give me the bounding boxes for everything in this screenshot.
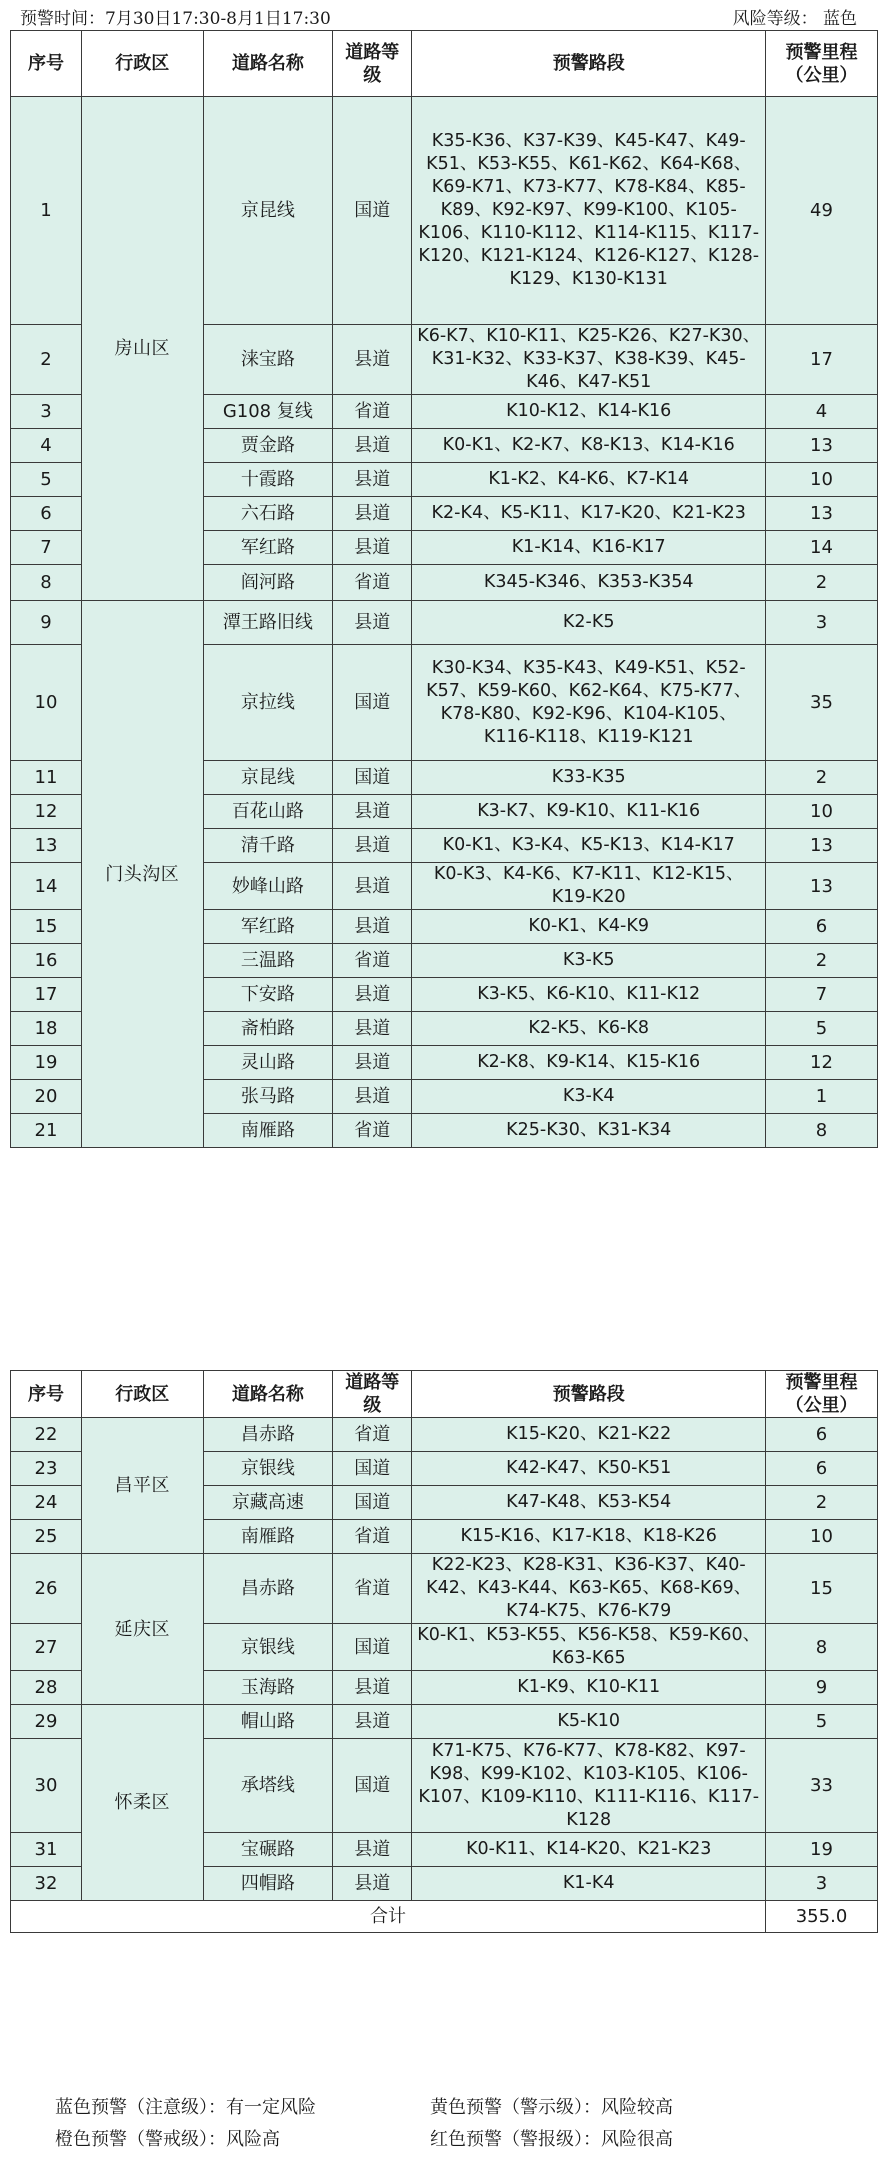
warning-segments: K0-K1、K53-K55、K56-K58、K59-K60、K63-K65 bbox=[412, 1624, 766, 1671]
header-segments: 预警路段 bbox=[412, 31, 766, 97]
warning-segments: K345-K346、K353-K354 bbox=[412, 565, 766, 601]
warning-segments: K0-K1、K4-K9 bbox=[412, 910, 766, 944]
row-number: 5 bbox=[11, 463, 82, 497]
warning-mileage: 6 bbox=[766, 1418, 878, 1452]
row-number: 18 bbox=[11, 1012, 82, 1046]
warning-segments: K2-K4、K5-K11、K17-K20、K21-K23 bbox=[412, 497, 766, 531]
row-number: 10 bbox=[11, 645, 82, 761]
row-number: 1 bbox=[11, 97, 82, 325]
road-grade: 县道 bbox=[333, 531, 412, 565]
warning-mileage: 3 bbox=[766, 601, 878, 645]
row-number: 32 bbox=[11, 1867, 82, 1901]
warning-mileage: 13 bbox=[766, 829, 878, 863]
road-name: 南雁路 bbox=[203, 1520, 333, 1554]
warning-mileage: 12 bbox=[766, 1046, 878, 1080]
warning-mileage: 8 bbox=[766, 1624, 878, 1671]
road-name: 涞宝路 bbox=[203, 325, 333, 395]
warning-mileage: 1 bbox=[766, 1080, 878, 1114]
district-cell: 延庆区 bbox=[81, 1554, 203, 1705]
legend-yellow: 黄色预警（警示级）：风险较高 bbox=[430, 2097, 673, 2118]
warning-segments: K0-K11、K14-K20、K21-K23 bbox=[412, 1833, 766, 1867]
header-district: 行政区 bbox=[81, 31, 203, 97]
row-number: 12 bbox=[11, 795, 82, 829]
road-grade: 国道 bbox=[333, 97, 412, 325]
road-grade: 县道 bbox=[333, 1080, 412, 1114]
warning-segments: K22-K23、K28-K31、K36-K37、K40-K42、K43-K44、K63-K65、K68-K69、K74-K75、K76-K79 bbox=[412, 1554, 766, 1624]
road-name: 军红路 bbox=[203, 910, 333, 944]
warning-mileage: 6 bbox=[766, 1452, 878, 1486]
district-cell: 怀柔区 bbox=[81, 1705, 203, 1901]
road-name: 帽山路 bbox=[203, 1705, 333, 1739]
road-grade: 县道 bbox=[333, 1012, 412, 1046]
row-number: 9 bbox=[11, 601, 82, 645]
header-segments: 预警路段 bbox=[412, 1371, 766, 1418]
road-grade: 国道 bbox=[333, 1486, 412, 1520]
road-grade: 县道 bbox=[333, 1046, 412, 1080]
warning-segments: K3-K5、K6-K10、K11-K12 bbox=[412, 978, 766, 1012]
warning-segments: K0-K3、K4-K6、K7-K11、K12-K15、K19-K20 bbox=[412, 863, 766, 910]
warning-mileage: 33 bbox=[766, 1739, 878, 1833]
warning-mileage: 5 bbox=[766, 1705, 878, 1739]
road-grade: 省道 bbox=[333, 565, 412, 601]
warning-segments: K3-K7、K9-K10、K11-K16 bbox=[412, 795, 766, 829]
warning-mileage: 10 bbox=[766, 463, 878, 497]
road-name: 承塔线 bbox=[203, 1739, 333, 1833]
warning-mileage: 17 bbox=[766, 325, 878, 395]
warning-segments: K1-K2、K4-K6、K7-K14 bbox=[412, 463, 766, 497]
warning-segments: K0-K1、K2-K7、K8-K13、K14-K16 bbox=[412, 429, 766, 463]
road-grade: 县道 bbox=[333, 1833, 412, 1867]
road-name: 玉海路 bbox=[203, 1671, 333, 1705]
road-name: 潭王路旧线 bbox=[203, 601, 333, 645]
header-grade: 道路等级 bbox=[333, 1371, 412, 1418]
row-number: 28 bbox=[11, 1671, 82, 1705]
warning-mileage: 2 bbox=[766, 1486, 878, 1520]
road-grade: 省道 bbox=[333, 1114, 412, 1148]
road-name: 南雁路 bbox=[203, 1114, 333, 1148]
row-number: 29 bbox=[11, 1705, 82, 1739]
warning-mileage: 13 bbox=[766, 497, 878, 531]
warning-table-part-2 bbox=[10, 1370, 878, 1933]
road-grade: 省道 bbox=[333, 395, 412, 429]
legend-blue: 蓝色预警（注意级）：有一定风险 bbox=[55, 2097, 316, 2118]
warning-mileage: 13 bbox=[766, 863, 878, 910]
header-no: 序号 bbox=[11, 31, 82, 97]
road-grade: 国道 bbox=[333, 761, 412, 795]
row-number: 31 bbox=[11, 1833, 82, 1867]
road-grade: 县道 bbox=[333, 1867, 412, 1901]
row-number: 17 bbox=[11, 978, 82, 1012]
row-number: 20 bbox=[11, 1080, 82, 1114]
road-grade: 国道 bbox=[333, 1452, 412, 1486]
road-grade: 国道 bbox=[333, 645, 412, 761]
table-row bbox=[11, 601, 878, 645]
warning-mileage: 10 bbox=[766, 795, 878, 829]
road-name: 三温路 bbox=[203, 944, 333, 978]
row-number: 4 bbox=[11, 429, 82, 463]
row-number: 24 bbox=[11, 1486, 82, 1520]
row-number: 21 bbox=[11, 1114, 82, 1148]
warning-mileage: 10 bbox=[766, 1520, 878, 1554]
row-number: 3 bbox=[11, 395, 82, 429]
warning-mileage: 9 bbox=[766, 1671, 878, 1705]
header-road: 道路名称 bbox=[203, 31, 333, 97]
warning-segments: K1-K4 bbox=[412, 1867, 766, 1901]
road-grade: 县道 bbox=[333, 601, 412, 645]
road-name: 下安路 bbox=[203, 978, 333, 1012]
warning-mileage: 13 bbox=[766, 429, 878, 463]
warning-mileage: 35 bbox=[766, 645, 878, 761]
warning-segments: K47-K48、K53-K54 bbox=[412, 1486, 766, 1520]
road-grade: 县道 bbox=[333, 795, 412, 829]
row-number: 14 bbox=[11, 863, 82, 910]
warning-mileage: 6 bbox=[766, 910, 878, 944]
warning-mileage: 19 bbox=[766, 1833, 878, 1867]
warning-mileage: 2 bbox=[766, 944, 878, 978]
warning-segments: K25-K30、K31-K34 bbox=[412, 1114, 766, 1148]
table-caption bbox=[20, 4, 867, 29]
header-grade: 道路等级 bbox=[333, 31, 412, 97]
road-name: 昌赤路 bbox=[203, 1554, 333, 1624]
warning-mileage: 3 bbox=[766, 1867, 878, 1901]
table-row bbox=[11, 1705, 878, 1739]
road-grade: 县道 bbox=[333, 910, 412, 944]
warning-segments: K2-K8、K9-K14、K15-K16 bbox=[412, 1046, 766, 1080]
road-grade: 县道 bbox=[333, 1671, 412, 1705]
road-grade: 国道 bbox=[333, 1624, 412, 1671]
road-name: 京昆线 bbox=[203, 761, 333, 795]
row-number: 16 bbox=[11, 944, 82, 978]
table-row bbox=[11, 1554, 878, 1624]
row-number: 7 bbox=[11, 531, 82, 565]
warning-segments: K35-K36、K37-K39、K45-K47、K49-K51、K53-K55、K61-K62、K64-K68、K69-K71、K73-K77、K78-K84、K85-K89、K92-K97、K99-K100、K105-K106、K110-K112、K114-K115、K117-K120、K121-K124、K126-K127、K128-K129、K130-K131 bbox=[412, 97, 766, 325]
warning-segments: K2-K5、K6-K8 bbox=[412, 1012, 766, 1046]
road-name: 灵山路 bbox=[203, 1046, 333, 1080]
road-grade: 县道 bbox=[333, 863, 412, 910]
road-name: 昌赤路 bbox=[203, 1418, 333, 1452]
road-name: 京银线 bbox=[203, 1624, 333, 1671]
road-grade: 国道 bbox=[333, 1739, 412, 1833]
warning-segments: K6-K7、K10-K11、K25-K26、K27-K30、K31-K32、K33-K37、K38-K39、K45-K46、K47-K51 bbox=[412, 325, 766, 395]
row-number: 23 bbox=[11, 1452, 82, 1486]
road-grade: 县道 bbox=[333, 463, 412, 497]
warning-segments: K1-K9、K10-K11 bbox=[412, 1671, 766, 1705]
road-grade: 省道 bbox=[333, 1520, 412, 1554]
row-number: 25 bbox=[11, 1520, 82, 1554]
road-name: 妙峰山路 bbox=[203, 863, 333, 910]
warning-time: 预警时间：7月30日17:30-8月1日17:30 bbox=[20, 9, 331, 29]
warning-segments: K71-K75、K76-K77、K78-K82、K97-K98、K99-K102、K103-K105、K106-K107、K109-K110、K111-K116、K117-K128 bbox=[412, 1739, 766, 1833]
header-district: 行政区 bbox=[81, 1371, 203, 1418]
row-number: 6 bbox=[11, 497, 82, 531]
warning-segments: K30-K34、K35-K43、K49-K51、K52-K57、K59-K60、K62-K64、K75-K77、K78-K80、K92-K96、K104-K105、K116-K118、K119-K121 bbox=[412, 645, 766, 761]
road-grade: 县道 bbox=[333, 1705, 412, 1739]
total-row bbox=[11, 1901, 878, 1933]
row-number: 22 bbox=[11, 1418, 82, 1452]
road-grade: 县道 bbox=[333, 429, 412, 463]
road-name: 清千路 bbox=[203, 829, 333, 863]
row-number: 2 bbox=[11, 325, 82, 395]
road-name: 京昆线 bbox=[203, 97, 333, 325]
warning-segments: K0-K1、K3-K4、K5-K13、K14-K17 bbox=[412, 829, 766, 863]
road-name: 贾金路 bbox=[203, 429, 333, 463]
header-road: 道路名称 bbox=[203, 1371, 333, 1418]
road-name: 京拉线 bbox=[203, 645, 333, 761]
road-name: 京藏高速 bbox=[203, 1486, 333, 1520]
road-name: 军红路 bbox=[203, 531, 333, 565]
warning-mileage: 49 bbox=[766, 97, 878, 325]
road-name: 京银线 bbox=[203, 1452, 333, 1486]
warning-segments: K10-K12、K14-K16 bbox=[412, 395, 766, 429]
risk-level: 风险等级： 蓝色 bbox=[732, 9, 857, 29]
road-name: 六石路 bbox=[203, 497, 333, 531]
legend bbox=[55, 2096, 815, 2152]
road-grade: 县道 bbox=[333, 325, 412, 395]
warning-mileage: 4 bbox=[766, 395, 878, 429]
table-row bbox=[11, 1418, 878, 1452]
district-cell: 门头沟区 bbox=[81, 601, 203, 1148]
total-label: 合计 bbox=[11, 1901, 766, 1933]
table-header-row bbox=[11, 31, 878, 97]
warning-segments: K5-K10 bbox=[412, 1705, 766, 1739]
warning-mileage: 14 bbox=[766, 531, 878, 565]
row-number: 13 bbox=[11, 829, 82, 863]
row-number: 30 bbox=[11, 1739, 82, 1833]
row-number: 11 bbox=[11, 761, 82, 795]
warning-mileage: 7 bbox=[766, 978, 878, 1012]
road-name: 斋柏路 bbox=[203, 1012, 333, 1046]
row-number: 15 bbox=[11, 910, 82, 944]
row-number: 27 bbox=[11, 1624, 82, 1671]
legend-red: 红色预警（警报级）：风险很高 bbox=[430, 2129, 673, 2150]
warning-segments: K42-K47、K50-K51 bbox=[412, 1452, 766, 1486]
road-grade: 省道 bbox=[333, 944, 412, 978]
header-no: 序号 bbox=[11, 1371, 82, 1418]
header-mileage: 预警里程（公里） bbox=[766, 31, 878, 97]
road-grade: 省道 bbox=[333, 1418, 412, 1452]
road-grade: 县道 bbox=[333, 829, 412, 863]
road-name: 十霞路 bbox=[203, 463, 333, 497]
table-header-row bbox=[11, 1371, 878, 1418]
warning-segments: K2-K5 bbox=[412, 601, 766, 645]
warning-mileage: 15 bbox=[766, 1554, 878, 1624]
road-grade: 县道 bbox=[333, 497, 412, 531]
row-number: 8 bbox=[11, 565, 82, 601]
total-value: 355.0 bbox=[766, 1901, 878, 1933]
warning-segments: K3-K4 bbox=[412, 1080, 766, 1114]
legend-orange: 橙色预警（警戒级）：风险高 bbox=[55, 2129, 280, 2150]
warning-mileage: 2 bbox=[766, 565, 878, 601]
road-name: 阎河路 bbox=[203, 565, 333, 601]
table-row bbox=[11, 97, 878, 325]
warning-segments: K15-K16、K17-K18、K18-K26 bbox=[412, 1520, 766, 1554]
road-name: G108 复线 bbox=[203, 395, 333, 429]
warning-mileage: 2 bbox=[766, 761, 878, 795]
road-grade: 省道 bbox=[333, 1554, 412, 1624]
road-grade: 县道 bbox=[333, 978, 412, 1012]
warning-segments: K33-K35 bbox=[412, 761, 766, 795]
warning-segments: K1-K14、K16-K17 bbox=[412, 531, 766, 565]
district-cell: 房山区 bbox=[81, 97, 203, 601]
warning-mileage: 8 bbox=[766, 1114, 878, 1148]
district-cell: 昌平区 bbox=[81, 1418, 203, 1554]
road-name: 百花山路 bbox=[203, 795, 333, 829]
road-name: 张马路 bbox=[203, 1080, 333, 1114]
header-mileage: 预警里程（公里） bbox=[766, 1371, 878, 1418]
warning-table-part-1 bbox=[10, 30, 878, 1148]
road-name: 宝碾路 bbox=[203, 1833, 333, 1867]
row-number: 19 bbox=[11, 1046, 82, 1080]
row-number: 26 bbox=[11, 1554, 82, 1624]
warning-segments: K15-K20、K21-K22 bbox=[412, 1418, 766, 1452]
warning-segments: K3-K5 bbox=[412, 944, 766, 978]
warning-mileage: 5 bbox=[766, 1012, 878, 1046]
road-name: 四帽路 bbox=[203, 1867, 333, 1901]
